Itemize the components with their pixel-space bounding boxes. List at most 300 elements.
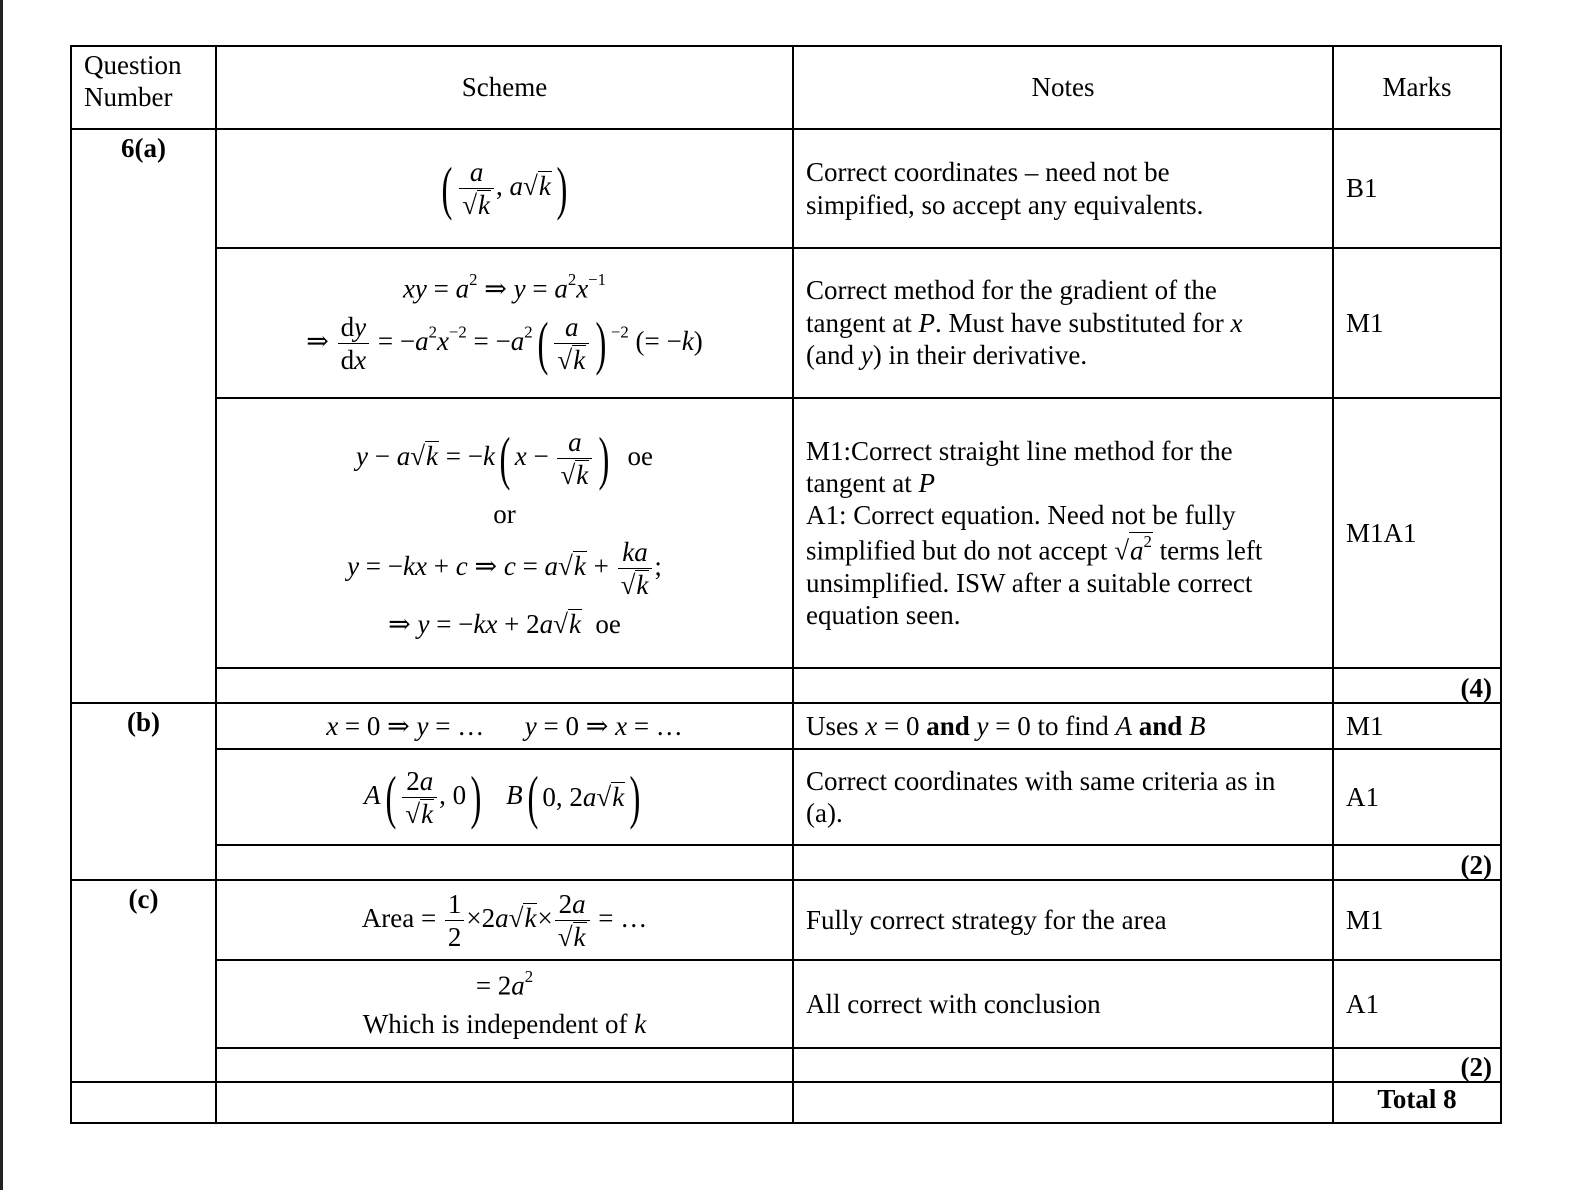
empty-cell <box>793 1048 1333 1082</box>
math-variable: a <box>469 156 484 187</box>
math-variable: x <box>514 440 527 471</box>
right-paren: ) <box>629 763 641 830</box>
math-superscript: 2 <box>567 269 577 289</box>
math-variable: k <box>576 460 589 491</box>
math-fraction <box>557 426 592 492</box>
math-text: = … <box>591 902 648 933</box>
math-fraction <box>338 311 369 377</box>
math-square-root <box>621 569 650 601</box>
math-superscript: 2 <box>524 322 533 342</box>
math-variable: c <box>503 551 516 582</box>
radical-sign: √ <box>410 440 426 471</box>
fraction-numerator <box>445 888 465 921</box>
math-variable: a <box>511 970 525 1001</box>
math-text <box>970 711 977 741</box>
math-text: d <box>340 311 355 342</box>
math-variable: a <box>554 273 568 304</box>
math-superscript: −2 <box>610 322 629 342</box>
math-text: 2 <box>558 888 573 919</box>
math-text: = <box>515 551 545 582</box>
math-text: = − <box>466 325 511 356</box>
math-variable: y <box>347 551 360 582</box>
radicand <box>568 609 582 638</box>
scheme-cell <box>216 703 793 749</box>
fraction-numerator <box>555 888 590 921</box>
notes-cell <box>793 129 1333 248</box>
empty-cell <box>216 845 793 880</box>
fraction-numerator <box>554 311 589 344</box>
math-variable: a <box>582 782 597 813</box>
radical-sign: √ <box>1114 535 1130 566</box>
text-line <box>806 599 1320 631</box>
math-variable: x <box>1230 307 1243 338</box>
text-line <box>217 710 792 742</box>
right-paren: ) <box>595 309 607 376</box>
radical-sign: √ <box>462 190 478 220</box>
math-text: ⇒ <box>306 325 336 356</box>
math-variable: A <box>364 779 381 810</box>
fraction-denominator <box>445 921 465 953</box>
table-row <box>71 960 1501 1047</box>
math-text: . Must have substituted for <box>934 307 1231 338</box>
bold-text: and <box>1138 711 1183 741</box>
math-text: oe <box>614 440 654 471</box>
scheme-cell <box>216 398 793 668</box>
math-text <box>486 780 506 810</box>
math-text: Area = <box>361 902 443 933</box>
text-line <box>217 536 792 602</box>
math-text: A1: Correct equation. Need not be fully <box>806 500 1236 531</box>
math-parentheses <box>533 311 611 377</box>
math-text: (a). <box>806 798 843 829</box>
math-text: Uses <box>806 711 866 741</box>
math-text: 2 <box>406 765 420 796</box>
math-variable: k <box>426 440 438 471</box>
math-variable: a <box>568 426 582 457</box>
scheme-cell <box>216 248 793 398</box>
text-line <box>217 498 792 530</box>
radicand <box>573 551 587 580</box>
total-mark: Total 8 <box>1333 1082 1501 1123</box>
text-line <box>217 270 792 305</box>
math-text: ⇒ <box>477 273 514 304</box>
math-variable: x <box>576 273 589 304</box>
math-text: = <box>426 273 456 304</box>
radical-sign: √ <box>557 344 573 375</box>
math-variable: y <box>976 711 989 741</box>
math-text: (and <box>806 340 861 371</box>
math-square-root <box>405 798 434 830</box>
mark-cell: M1 <box>1333 703 1501 749</box>
radicand <box>635 570 649 599</box>
header-question-number: Question Number <box>71 46 216 129</box>
math-variable: a <box>419 765 434 796</box>
notes-cell <box>793 749 1333 845</box>
radical-sign: √ <box>508 902 524 933</box>
fraction-numerator <box>459 156 494 189</box>
math-text: Which is independent of <box>362 1009 635 1040</box>
math-text: Fully correct strategy for the area <box>806 905 1167 936</box>
math-text: = <box>525 273 555 304</box>
header-row <box>71 46 1501 129</box>
math-text: − <box>367 440 397 471</box>
math-variable: a <box>565 311 579 342</box>
math-variable: ka <box>622 537 648 567</box>
text-line <box>217 311 792 377</box>
text-line <box>806 532 1320 567</box>
math-text: simpified, so accept any equivalents. <box>806 189 1204 220</box>
mark-cell: A1 <box>1333 960 1501 1047</box>
math-text: tangent at <box>806 307 919 338</box>
math-superscript: −1 <box>588 269 607 289</box>
math-text: = − <box>429 608 474 639</box>
math-variable: x <box>615 711 628 741</box>
right-paren: ) <box>470 763 482 830</box>
empty-cell <box>216 668 793 703</box>
math-text: Correct method for the gradient of the <box>806 275 1217 306</box>
radical-sign: √ <box>558 551 573 582</box>
math-text: or <box>493 498 516 529</box>
math-variable: a <box>495 902 509 933</box>
paren-content <box>457 156 552 222</box>
math-variable: x <box>436 325 449 356</box>
math-text: terms left <box>1152 535 1263 566</box>
notes-cell <box>793 398 1333 668</box>
window-edge <box>0 0 3 1190</box>
math-text: − <box>526 440 556 471</box>
math-text: = 0 to find <box>988 711 1116 741</box>
math-fraction <box>555 888 590 954</box>
radicand <box>575 460 589 489</box>
math-text: × <box>537 902 553 933</box>
math-variable: y <box>355 440 368 471</box>
math-text: ⇒ <box>467 551 504 582</box>
math-text: = … <box>627 711 683 741</box>
math-fraction <box>618 536 653 602</box>
left-paren: ( <box>527 763 538 830</box>
math-variable: c <box>455 551 468 582</box>
mark-cell: M1 <box>1333 880 1501 960</box>
radical-sign: √ <box>405 798 421 829</box>
header-scheme: Scheme <box>216 46 793 129</box>
math-square-root <box>523 170 552 202</box>
part-label: 6(a) <box>71 129 216 703</box>
math-text: = 0 ⇒ <box>338 711 417 741</box>
left-paren: ( <box>441 154 453 221</box>
mark-cell: M1 <box>1333 248 1501 398</box>
math-text: unsimplified. ISW after a suitable correct <box>806 567 1253 598</box>
right-paren: ) <box>556 154 568 221</box>
math-variable: k <box>421 798 434 829</box>
math-text: tangent at <box>806 467 919 498</box>
math-text: + <box>426 551 456 582</box>
math-variable: P <box>918 467 935 498</box>
math-text: ×2 <box>466 902 496 933</box>
math-variable: a <box>415 325 429 356</box>
math-variable: k <box>482 440 495 471</box>
math-variable: k <box>573 344 586 375</box>
radicand <box>420 799 434 828</box>
table-row <box>71 129 1501 248</box>
fraction-denominator <box>402 798 437 830</box>
math-text: = − <box>371 325 416 356</box>
math-superscript: −2 <box>448 322 467 342</box>
subtotal-row <box>71 668 1501 703</box>
header-marks: Marks <box>1333 46 1501 129</box>
math-square-root <box>462 189 491 221</box>
radicand <box>477 190 491 219</box>
table-row <box>71 398 1501 668</box>
notes-cell <box>793 703 1333 749</box>
math-text: = 0 ⇒ <box>536 711 616 741</box>
math-superscript: 2 <box>524 967 534 987</box>
text-line <box>217 888 792 954</box>
math-variable: k <box>634 1009 647 1040</box>
empty-cell <box>216 1048 793 1082</box>
text-line <box>806 307 1320 339</box>
math-text: = 0 <box>877 711 927 741</box>
math-text: d <box>340 344 355 375</box>
text-line <box>217 426 792 492</box>
fraction-denominator <box>557 459 592 491</box>
math-variable: xy <box>402 273 427 304</box>
math-variable: a <box>509 170 523 201</box>
text-line <box>806 988 1320 1020</box>
math-variable: k <box>538 170 551 201</box>
mark-cell: M1A1 <box>1333 398 1501 668</box>
math-variable: a <box>510 325 525 356</box>
paren-content <box>400 765 466 831</box>
math-text: ⇒ <box>388 608 418 639</box>
math-text <box>1132 711 1139 741</box>
text-line <box>806 467 1320 499</box>
text-line <box>806 567 1320 599</box>
table-row <box>71 749 1501 845</box>
math-variable: y <box>513 273 526 304</box>
text-line <box>217 967 792 1002</box>
empty-cell <box>793 845 1333 880</box>
left-paren: ( <box>537 309 548 376</box>
math-variable: k <box>573 551 586 582</box>
math-variable: a <box>539 608 554 639</box>
subtotal-row <box>71 845 1501 880</box>
paren-content <box>515 426 595 492</box>
math-text: , 0 <box>439 779 467 810</box>
left-paren: ( <box>499 425 511 492</box>
math-variable: P <box>918 307 935 338</box>
text-line <box>217 156 792 222</box>
math-text: equation seen. <box>806 600 961 631</box>
fraction-denominator <box>555 921 590 953</box>
right-paren: ) <box>598 425 610 492</box>
math-parentheses <box>523 763 645 830</box>
math-square-root <box>560 459 589 491</box>
radical-sign: √ <box>596 782 612 813</box>
text-line <box>806 274 1320 306</box>
math-variable: y <box>524 711 537 741</box>
fraction-denominator <box>459 189 494 221</box>
radical-sign: √ <box>557 921 573 952</box>
scheme-cell <box>216 880 793 960</box>
math-square-root <box>1114 532 1153 567</box>
math-variable: x <box>865 711 878 741</box>
empty-cell <box>793 668 1333 703</box>
math-text: oe <box>581 608 621 639</box>
text-line <box>806 339 1320 371</box>
math-fraction <box>554 311 589 377</box>
empty-cell <box>71 1082 216 1123</box>
math-text: = … <box>428 711 525 741</box>
math-text: = − <box>359 551 404 582</box>
math-variable: k <box>478 190 490 220</box>
math-variable: y <box>354 311 367 342</box>
math-text: , <box>496 170 510 201</box>
math-variable: y <box>860 340 873 371</box>
math-variable: a <box>1130 535 1144 566</box>
notes-cell <box>793 880 1333 960</box>
text-line <box>806 797 1320 829</box>
fraction-numerator <box>402 765 437 798</box>
fraction-denominator <box>338 344 369 376</box>
math-text: Correct coordinates with same criteria as in <box>806 766 1276 796</box>
radicand <box>538 171 552 200</box>
radical-sign: √ <box>620 570 636 601</box>
math-parentheses <box>437 156 571 222</box>
math-parentheses <box>381 765 486 831</box>
mark-cell: B1 <box>1333 129 1501 248</box>
math-text: simplified but do not accept <box>806 535 1115 566</box>
math-text: All correct with conclusion <box>806 988 1101 1019</box>
math-variable: k <box>568 608 581 639</box>
math-variable: k <box>681 325 694 356</box>
math-variable: B <box>1189 711 1206 741</box>
radicand <box>573 922 587 951</box>
math-variable: y <box>417 608 430 639</box>
header-notes: Notes <box>793 46 1333 129</box>
math-text: = − <box>439 440 483 471</box>
empty-cell <box>216 1082 793 1123</box>
mark-scheme-table <box>70 45 1502 1124</box>
math-parentheses <box>495 426 614 492</box>
radicand <box>572 345 586 374</box>
text-line <box>217 1008 792 1040</box>
math-text: + 2 <box>497 608 540 639</box>
math-text: 1 <box>447 888 462 919</box>
math-text: 0, 2 <box>542 782 583 813</box>
math-text: 2 <box>447 921 462 952</box>
fraction-numerator <box>557 426 592 459</box>
notes-cell <box>793 960 1333 1047</box>
notes-cell <box>793 248 1333 398</box>
math-variable: a <box>544 551 559 582</box>
math-variable: k <box>524 902 537 933</box>
radical-sign: √ <box>553 608 568 639</box>
radical-sign: √ <box>523 170 538 201</box>
math-text: M1:Correct straight line method for the <box>806 435 1233 466</box>
text-line <box>806 499 1320 531</box>
radicand <box>523 903 537 932</box>
math-variable: k <box>573 921 586 952</box>
fraction-denominator <box>618 569 653 601</box>
math-square-root <box>509 902 538 934</box>
scheme-cell <box>216 749 793 845</box>
text-line <box>806 435 1320 467</box>
math-fraction <box>402 765 437 831</box>
math-text: (= − <box>628 325 682 356</box>
math-variable: A <box>1115 711 1132 741</box>
math-square-root <box>410 440 439 472</box>
table-row <box>71 703 1501 749</box>
subtotal-row <box>71 1048 1501 1082</box>
math-text: = 2 <box>475 970 512 1001</box>
math-variable: kx <box>473 608 498 639</box>
paren-content <box>552 311 591 377</box>
math-variable: x <box>354 344 367 375</box>
fraction-numerator <box>338 311 369 344</box>
math-square-root <box>558 921 587 953</box>
math-superscript: 2 <box>1143 531 1152 551</box>
subtotal-mark: (2) <box>1333 845 1501 880</box>
subtotal-mark: (4) <box>1333 668 1501 703</box>
math-fraction <box>445 888 465 954</box>
table-row <box>71 880 1501 960</box>
radical-sign: √ <box>560 460 576 491</box>
math-variable: a <box>572 888 586 919</box>
text-line <box>806 765 1320 797</box>
math-square-root <box>557 344 586 376</box>
math-square-root <box>553 608 582 640</box>
part-label: (b) <box>71 703 216 880</box>
paren-content <box>542 781 625 813</box>
math-text: ) in their derivative. <box>872 340 1088 371</box>
table-row <box>71 248 1501 398</box>
math-text: Correct coordinates – need not be <box>806 157 1170 188</box>
math-variable: x <box>326 711 339 741</box>
math-variable: k <box>612 782 625 813</box>
fraction-denominator <box>554 344 589 376</box>
bold-text: and <box>926 711 970 741</box>
empty-cell <box>793 1082 1333 1123</box>
math-variable: y <box>416 711 429 741</box>
math-variable: k <box>636 570 649 601</box>
fraction-numerator <box>618 536 653 569</box>
math-superscript: 2 <box>428 322 437 342</box>
math-variable: a <box>396 440 411 471</box>
text-line <box>806 904 1320 936</box>
math-text: + <box>586 551 616 582</box>
radicand <box>1129 532 1153 565</box>
math-square-root <box>558 550 587 582</box>
scheme-cell <box>216 960 793 1047</box>
total-row <box>71 1082 1501 1123</box>
mark-cell: A1 <box>1333 749 1501 845</box>
text-line <box>806 156 1320 188</box>
text-line <box>806 710 1320 742</box>
radicand <box>611 782 625 811</box>
scheme-cell <box>216 129 793 248</box>
part-label: (c) <box>71 880 216 1081</box>
math-fraction <box>459 156 494 222</box>
subtotal-mark: (2) <box>1333 1048 1501 1082</box>
math-text: ; <box>654 551 662 582</box>
radicand <box>425 441 439 470</box>
math-text: ) <box>693 325 703 356</box>
math-superscript: 2 <box>469 269 478 289</box>
left-paren: ( <box>384 763 396 830</box>
text-line <box>217 765 792 831</box>
text-line <box>806 189 1320 221</box>
text-line <box>217 608 792 640</box>
